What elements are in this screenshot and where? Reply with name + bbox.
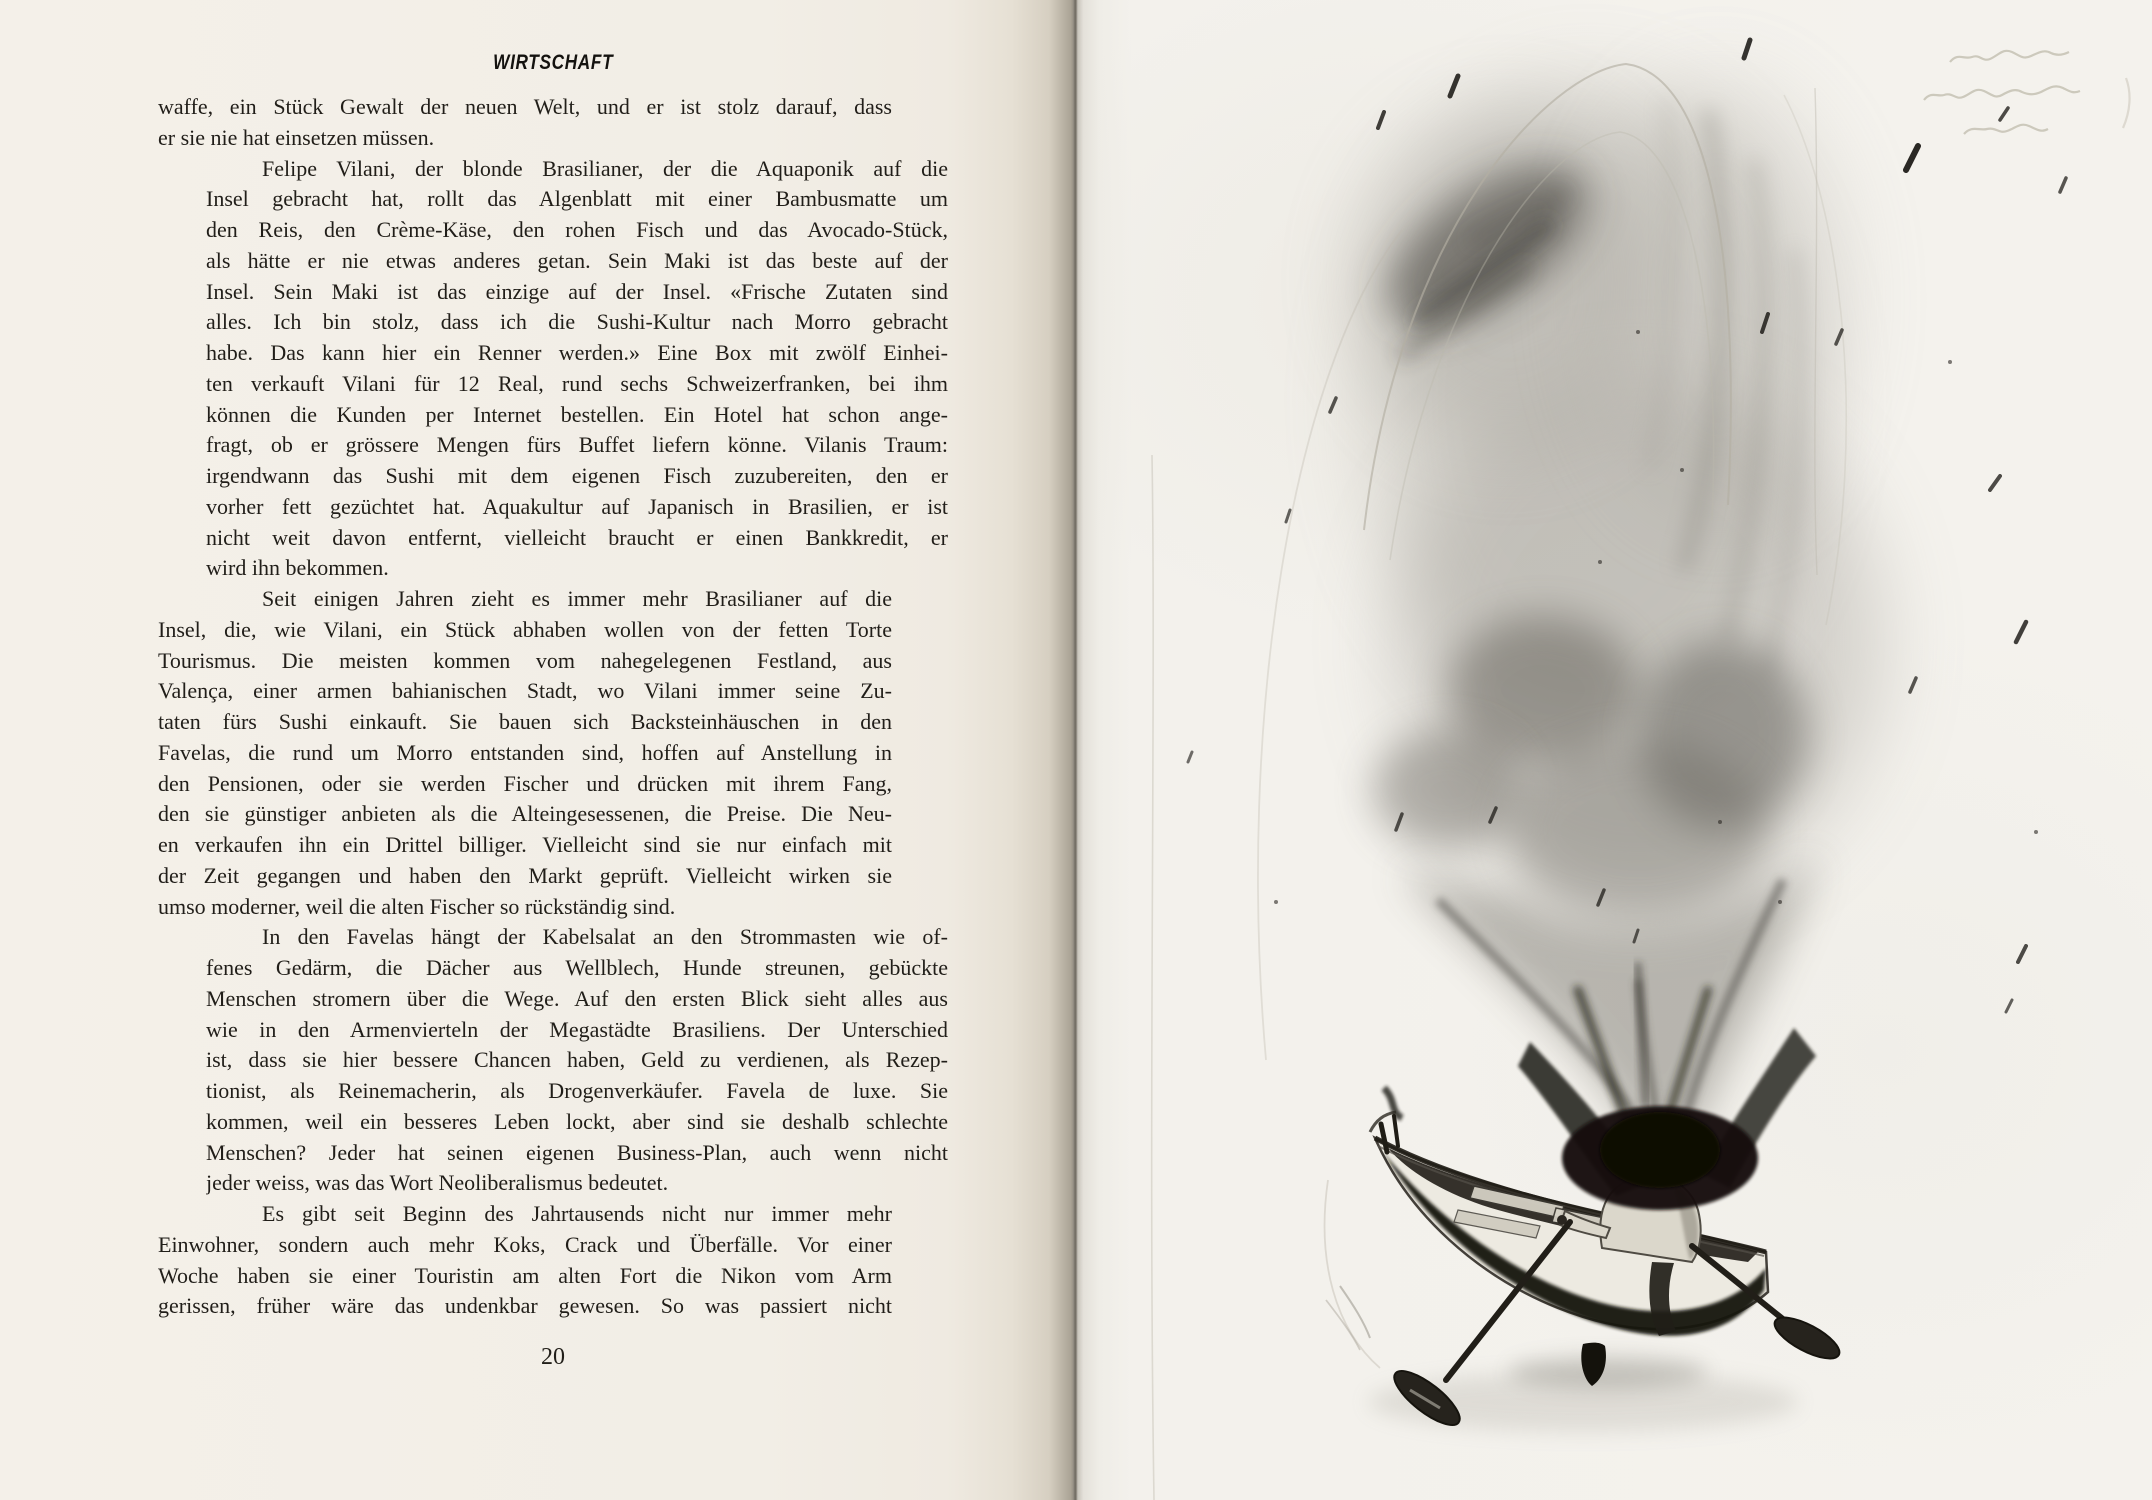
text-line: kommen, weil ein besseres Leben lockt, aber sind sie deshalb schlechte (206, 1108, 948, 1134)
page-right (1078, 0, 2152, 1500)
text-line: der Zeit gegangen und haben den Markt geprüft. Vielleicht wirken sie (158, 862, 892, 888)
text-line: Insel, die, wie Vilani, ein Stück abhaben wollen von der fetten Torte (158, 616, 892, 642)
text-line: Felipe Vilani, der blonde Brasilianer, der die Aquaponik auf die (262, 155, 948, 181)
section-kicker (158, 52, 948, 74)
body-text (158, 92, 948, 1322)
text-line: alles. Ich bin stolz, dass ich die Sushi-Kultur nach Morro gebracht (206, 309, 948, 335)
text-line: In den Favelas hängt der Kabelsalat an den Strommasten wie of- (262, 924, 948, 950)
text-line: den Reis, den Crème-Käse, den rohen Fisch und das Avocado-Stück, (206, 217, 948, 242)
text-line: ten verkauft Vilani für 12 Real, rund sechs Schweizerfranken, bei ihm (206, 370, 948, 396)
paragraph (158, 584, 892, 922)
text-line: Woche haben sie einer Touristin am alten Fort die Nikon vom Arm (158, 1262, 892, 1288)
text-line: nicht weit davon entfernt, vielleicht braucht er einen Bankkredit, er (206, 524, 948, 550)
text-line: jeder weiss, was das Wort Neoliberalismus bedeutet. (206, 1170, 669, 1196)
page-number: 20 (541, 1344, 565, 1370)
text-line: Insel. Sein Maki ist das einzige auf der Insel. «Frische Zutaten sind (206, 278, 948, 304)
text-line: den sie günstiger anbieten als die Alteingesessenen, die Preise. Die Neu- (158, 801, 892, 827)
smoke-plume (1358, 80, 1883, 1140)
paragraph (158, 1199, 892, 1322)
text-line: taten fürs Sushi einkauft. Sie bauen sich Backsteinhäuschen in den (158, 709, 892, 734)
text-line: vorher fett gezüchtet hat. Aquakultur auf Japanisch in Brasilien, er ist (206, 493, 948, 519)
text-line: tionist, als Reinemacherin, als Drogenverkäufer. Favela de luxe. Sie (206, 1078, 948, 1103)
text-line: Favelas, die rund um Morro entstanden sind, hoffen auf Anstellung in (158, 739, 892, 765)
boat-smoke-illustration (1078, 0, 2152, 1500)
text-line: Seit einigen Jahren zieht es immer mehr Brasilianer auf die (262, 586, 892, 611)
paragraph (158, 92, 892, 154)
paragraph (206, 154, 948, 585)
text-line: Valença, einer armen bahianischen Stadt, wo Vilani immer seine Zu- (158, 678, 892, 704)
handwriting-note (1924, 51, 2130, 134)
text-line: Einwohner, sondern auch mehr Koks, Crack und Überfälle. Vor einer (158, 1231, 892, 1257)
text-line: fragt, ob er grössere Mengen fürs Buffet liefern könne. Vilanis Traum: (206, 432, 948, 458)
text-line: waffe, ein Stück Gewalt der neuen Welt, und er ist stolz darauf, dass (158, 94, 892, 119)
text-line: umso moderner, weil die alten Fischer so rückständig sind. (158, 893, 676, 919)
text-line: Menschen stromern über die Wege. Auf den ersten Blick sieht alles aus (206, 985, 948, 1011)
text-line: habe. Das kann hier ein Renner werden.» Eine Box mit zwölf Einhei- (206, 340, 948, 365)
text-line: irgendwann das Sushi mit dem eigenen Fisch zuzubereiten, den er (206, 463, 948, 488)
text-line: gerissen, früher wäre das undenkbar gewesen. So was passiert nicht (158, 1293, 892, 1319)
text-line: er sie nie hat einsetzen müssen. (158, 124, 435, 150)
paragraph (206, 922, 948, 1199)
text-line: en verkaufen ihn ein Drittel billiger. Vielleicht sind sie nur einfach mit (158, 832, 892, 857)
text-line: wird ihn bekommen. (206, 555, 389, 581)
text-line: als hätte er nie etwas anderes getan. Sein Maki ist das beste auf der (206, 247, 948, 273)
section-kicker-label: WIRTSCHAFT (492, 51, 614, 74)
text-line: den Pensionen, oder sie werden Fischer und drücken mit ihrem Fang, (158, 770, 892, 796)
text-line: Es gibt seit Beginn des Jahrtausends nicht nur immer mehr (262, 1201, 892, 1226)
text-line: wie in den Armenvierteln der Megastädte Brasiliens. Der Unterschied (206, 1016, 948, 1042)
text-line: fenes Gedärm, die Dächer aus Wellblech, Hunde streunen, gebückte (206, 955, 948, 980)
text-line: ist, dass sie hier bessere Chancen haben, Geld zu verdienen, als Rezep- (206, 1047, 948, 1073)
text-line: Menschen? Jeder hat seinen eigenen Business-Plan, auch wenn nicht (206, 1139, 948, 1165)
text-line: Tourismus. Die meisten kommen vom nahegelegenen Festland, aus (158, 647, 892, 673)
text-line: können die Kunden per Internet bestellen. Ein Hotel hat schon ange- (206, 401, 948, 427)
text-line: Insel gebracht hat, rollt das Algenblatt mit einer Bambusmatte um (206, 186, 948, 212)
